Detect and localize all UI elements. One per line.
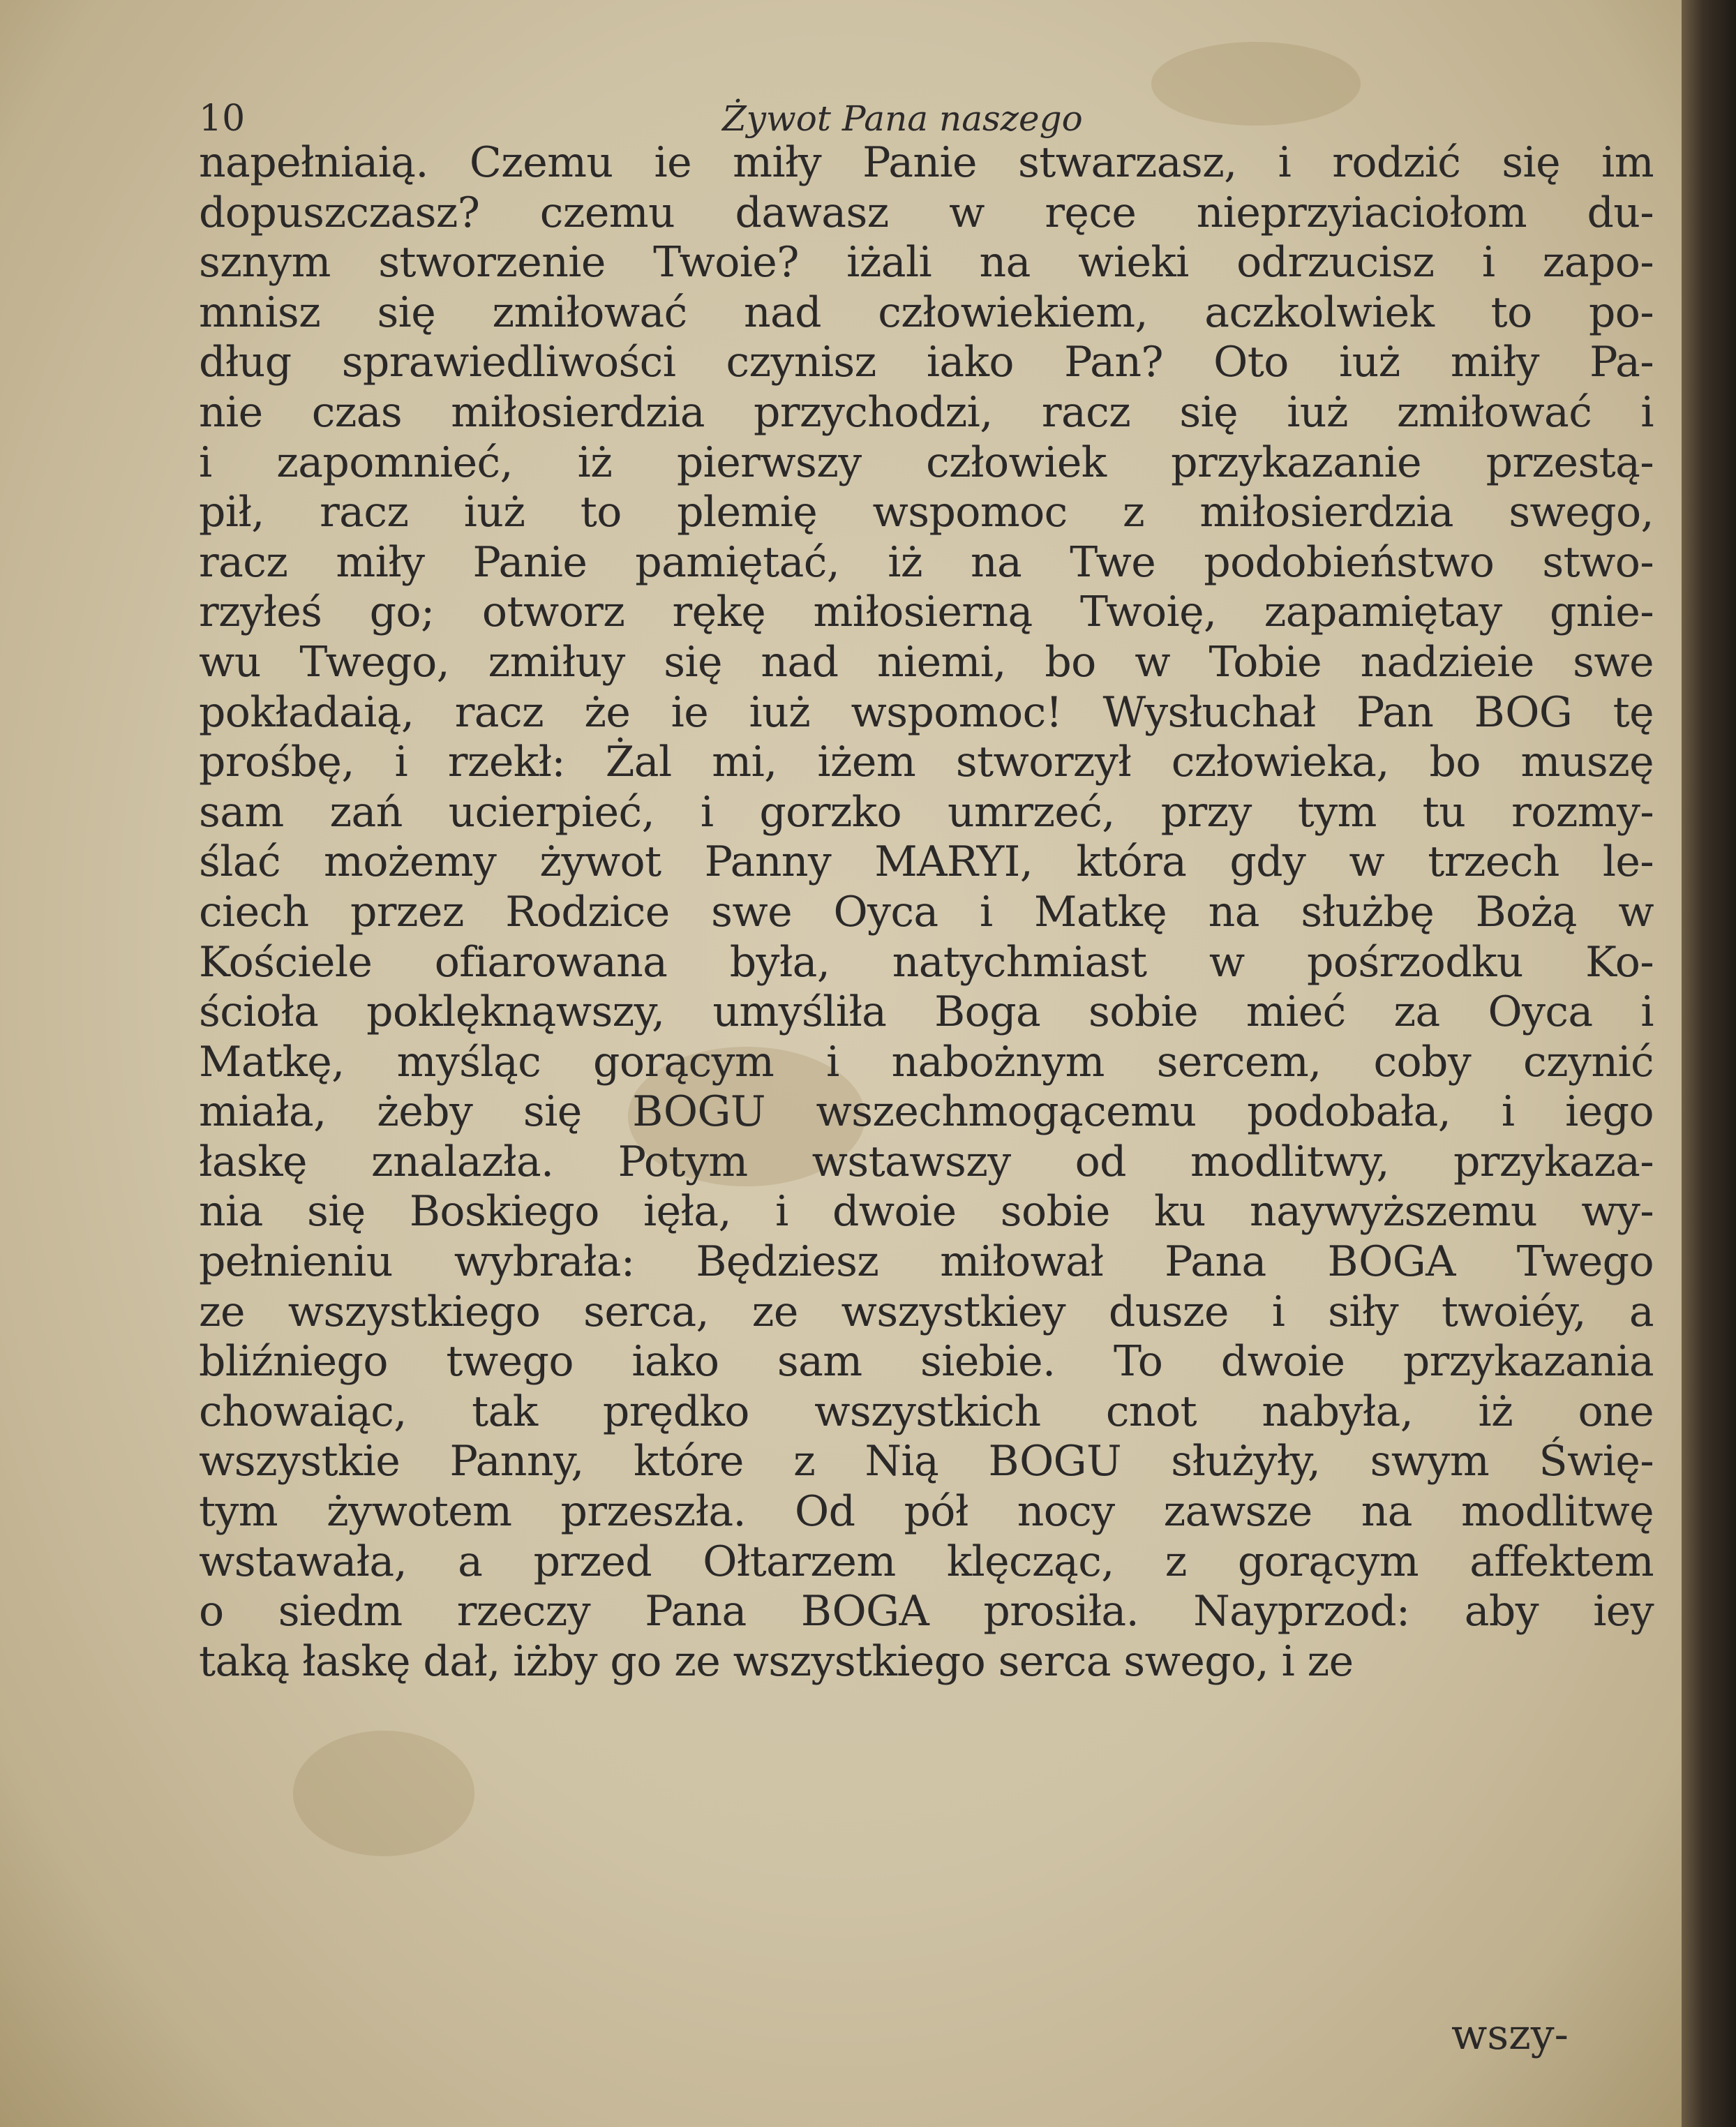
- text-line: wszystkie Panny, które z Nią BOGU służyły, swym Świę-: [199, 1437, 1654, 1486]
- text-line: ślać możemy żywot Panny MARYI, która gdy w trzech le-: [199, 837, 1654, 887]
- text-line: o siedm rzeczy Pana BOGA prosiła. Nayprzod: aby iey: [199, 1587, 1654, 1636]
- text-line: łaskę znalazła. Potym wstawszy od modlitwy, przykaza-: [199, 1137, 1654, 1186]
- text-line: nia się Boskiego ięła, i dwoie sobie ku naywyższemu wy-: [199, 1187, 1654, 1237]
- text-line: miała, żeby się BOGU wszechmogącemu podobała, i iego: [199, 1087, 1654, 1137]
- text-line: nie czas miłosierdzia przychodzi, racz się iuż zmiłować i: [199, 387, 1654, 437]
- text-line: bliźniego twego iako sam siebie. To dwoie przykazania: [199, 1337, 1654, 1387]
- text-line: mnisz się zmiłować nad człowiekiem, aczkolwiek to po-: [199, 288, 1654, 337]
- page-number: 10: [199, 98, 246, 140]
- text-line: ze wszystkiego serca, ze wszystkiey dusze i siły twoiéy, a: [199, 1287, 1654, 1336]
- text-line: chowaiąc, tak prędko wszystkich cnot nabyła, iż one: [199, 1387, 1654, 1436]
- text-line: ścioła poklęknąwszy, umyśliła Boga sobie mieć za Oyca i: [199, 987, 1654, 1037]
- text-line: dług sprawiedliwości czynisz iako Pan? Oto iuż miły Pa-: [199, 338, 1654, 387]
- text-line: prośbę, i rzekł: Żal mi, iżem stworzył człowieka, bo muszę: [199, 738, 1654, 787]
- paper-stain: [293, 1731, 474, 1856]
- text-line: i zapomnieć, iż pierwszy człowiek przykazanie przestą-: [199, 438, 1654, 487]
- text-line: taką łaskę dał, iżby go ze wszystkiego serca swego, i ze: [199, 1636, 1354, 1686]
- text-line: ciech przez Rodzice swe Oyca i Matkę na służbę Bożą w: [199, 887, 1654, 936]
- text-line: wu Twego, zmiłuy się nad niemi, bo w Tobie nadzieie swe: [199, 637, 1654, 687]
- text-line: racz miły Panie pamiętać, iż na Twe podobieństwo stwo-: [199, 537, 1654, 587]
- text-line: sznym stworzenie Twoie? iżali na wieki odrzucisz i zapo-: [199, 238, 1654, 288]
- text-line: pił, racz iuż to plemię wspomoc z miłosierdzia swego,: [199, 488, 1654, 537]
- text-line: pokładaią, racz że ie iuż wspomoc! Wysłuchał Pan BOG tę: [199, 687, 1654, 737]
- catchword: wszy-: [1451, 2010, 1569, 2059]
- running-title: Żywot Pana naszego: [722, 98, 1083, 139]
- text-line: dopuszczasz? czemu dawasz w ręce nieprzyiaciołom du-: [199, 188, 1654, 237]
- book-spine: [1682, 0, 1736, 2127]
- text-line: tym żywotem przeszła. Od pół nocy zawsze na modlitwę: [199, 1487, 1654, 1537]
- text-line: sam zań ucierpieć, i gorzko umrzeć, przy tym tu rozmy-: [199, 787, 1654, 837]
- text-line: Matkę, myśląc gorącym i nabożnym sercem, coby czynić: [199, 1037, 1654, 1087]
- text-line: pełnieniu wybrała: Będziesz miłował Pana BOGA Twego: [199, 1237, 1654, 1287]
- text-line: napełniaią. Czemu ie miły Panie stwarzasz, i rodzić się im: [199, 138, 1654, 187]
- body-text: [199, 138, 1654, 1687]
- text-line: rzyłeś go; otworz rękę miłosierną Twoię, zapamiętay gnie-: [199, 588, 1654, 637]
- text-line: Kościele ofiarowana była, natychmiast w pośrzodku Ko-: [199, 937, 1654, 987]
- text-line: wstawała, a przed Ołtarzem klęcząc, z gorącym affektem: [199, 1537, 1654, 1586]
- page-header: [199, 94, 1654, 143]
